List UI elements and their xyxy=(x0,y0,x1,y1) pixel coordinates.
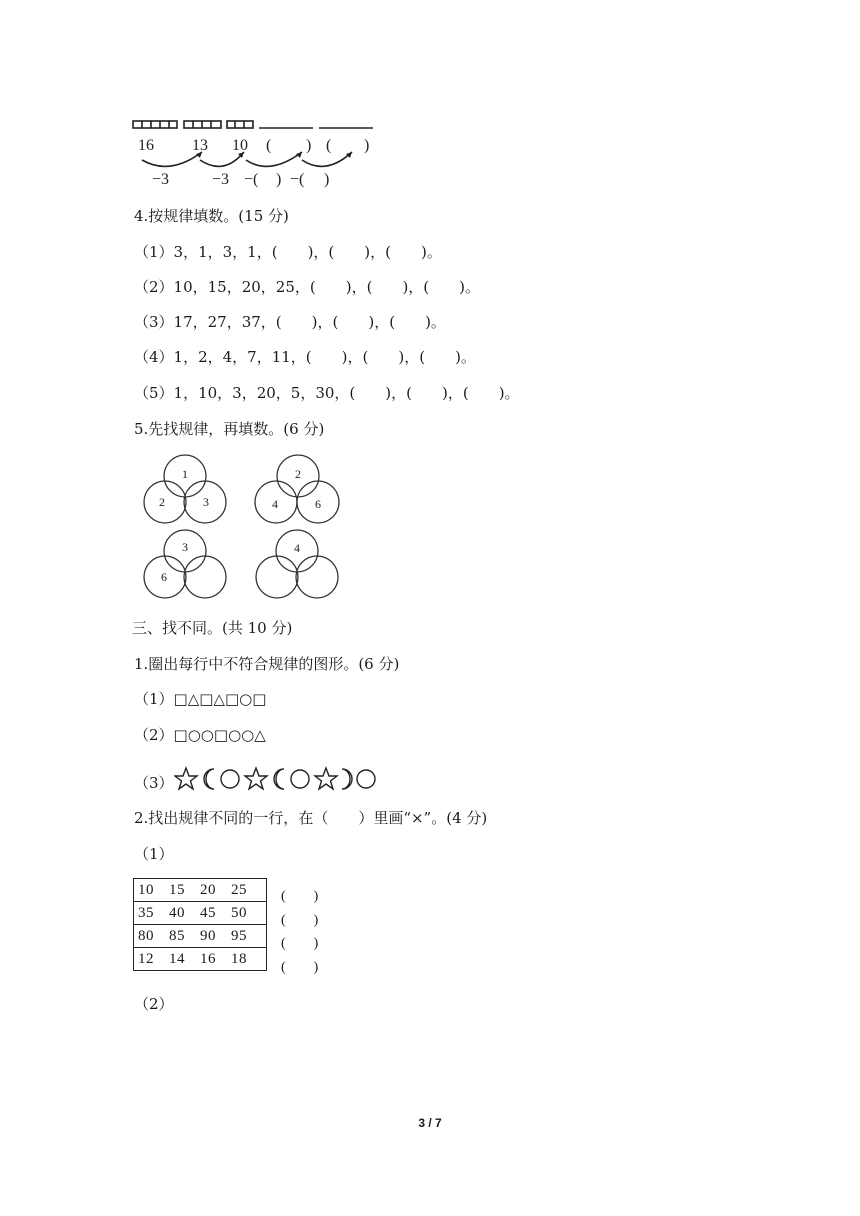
table-cell: 95 xyxy=(231,927,247,944)
s3-q2-sub-1: （1） xyxy=(134,845,174,863)
q4-item-3: （3）17，27，37，( )，( )，( )。 xyxy=(134,313,446,331)
line-paren: ) xyxy=(306,137,312,154)
table-cell: 85 xyxy=(169,927,185,944)
table-cell: 45 xyxy=(200,904,216,921)
hop-label: −3 xyxy=(152,171,170,188)
number-line-figure xyxy=(130,114,390,188)
circle-icon xyxy=(357,770,375,788)
star-icon xyxy=(315,768,337,789)
circle-icon xyxy=(291,770,309,788)
table-cell: 14 xyxy=(169,950,185,967)
table-row xyxy=(134,902,267,925)
table-cell: 16 xyxy=(200,950,216,967)
crescent-icon xyxy=(274,769,284,789)
table-cell: 90 xyxy=(200,927,216,944)
hop-label: ) xyxy=(276,171,282,188)
circle-number: 2 xyxy=(295,467,301,481)
s3-q1-item-2: （2）□○○□○○△ xyxy=(134,726,266,744)
hop-label: −( xyxy=(244,171,259,188)
line-number: 16 xyxy=(138,137,154,154)
line-number: 13 xyxy=(192,137,208,154)
hop-label: −( xyxy=(290,171,305,188)
table-cell: 10 xyxy=(138,881,154,898)
table-cell: 35 xyxy=(138,904,154,921)
q4-item-2: （2）10，15，20，25，( )，( )，( )。 xyxy=(134,278,481,296)
s3-q2-sub-2: （2） xyxy=(134,995,174,1013)
q5-title: 5.先找规律，再填数。(6 分) xyxy=(134,420,325,438)
table-cell: 20 xyxy=(200,881,216,898)
star-icon xyxy=(175,768,197,789)
crescent-right-icon xyxy=(342,769,352,789)
circle-groups-figure xyxy=(138,452,348,602)
table-row xyxy=(134,925,267,948)
table-cell: 12 xyxy=(138,950,154,967)
line-paren: ( xyxy=(326,137,332,154)
page-number: 3 / 7 xyxy=(418,1116,442,1130)
circle-number: 6 xyxy=(161,570,167,584)
table-cell: 50 xyxy=(231,904,247,921)
s3-q1-item-1: （1）□△□△□○□ xyxy=(134,690,267,708)
hop-label: −3 xyxy=(212,171,230,188)
table-cell: 18 xyxy=(231,950,247,967)
circle-number: 4 xyxy=(272,497,278,511)
s3-q1-item-3 xyxy=(134,764,414,793)
answer-paren[interactable]: ( ) xyxy=(281,913,319,928)
circle-number: 6 xyxy=(315,497,321,511)
s3-q2-title: 2.找出规律不同的一行，在（ ）里画“×”。(4 分) xyxy=(134,809,488,827)
star-icon xyxy=(245,768,267,789)
number-table xyxy=(133,878,267,971)
line-number: 10 xyxy=(232,137,248,154)
crescent-icon xyxy=(204,769,214,789)
circle-number: 2 xyxy=(159,495,165,509)
line-paren: ) xyxy=(364,137,370,154)
table-cell: 15 xyxy=(169,881,185,898)
circle-number: 4 xyxy=(294,541,300,555)
q4-item-4: （4）1，2，4，7，11，( )，( )，( )。 xyxy=(134,348,476,366)
circle-number: 1 xyxy=(182,467,188,481)
circle-number: 3 xyxy=(182,540,188,554)
s3-q1-item-3-label: （3） xyxy=(134,774,174,792)
q4-item-5: （5）1，10，3，20，5，30，( )，( )，( )。 xyxy=(134,384,520,402)
circle-number: 3 xyxy=(203,495,209,509)
answer-paren[interactable]: ( ) xyxy=(281,889,319,904)
answer-paren[interactable]: ( ) xyxy=(281,960,319,975)
q4-item-1: （1）3，1，3，1，( )，( )，( )。 xyxy=(134,243,442,261)
table-row xyxy=(134,948,267,971)
table-cell: 40 xyxy=(169,904,185,921)
s3-q1-title: 1.圈出每行中不符合规律的图形。(6 分) xyxy=(134,655,400,673)
table-row xyxy=(134,879,267,902)
q4-title: 4.按规律填数。(15 分) xyxy=(134,207,289,225)
answer-paren[interactable]: ( ) xyxy=(281,936,319,951)
line-paren: ( xyxy=(266,137,272,154)
table-cell: 25 xyxy=(231,881,247,898)
hop-label: ) xyxy=(324,171,330,188)
table-cell: 80 xyxy=(138,927,154,944)
shape-sequence xyxy=(174,766,414,792)
circle-icon xyxy=(221,770,239,788)
section3-title: 三、找不同。(共 10 分) xyxy=(132,619,293,637)
